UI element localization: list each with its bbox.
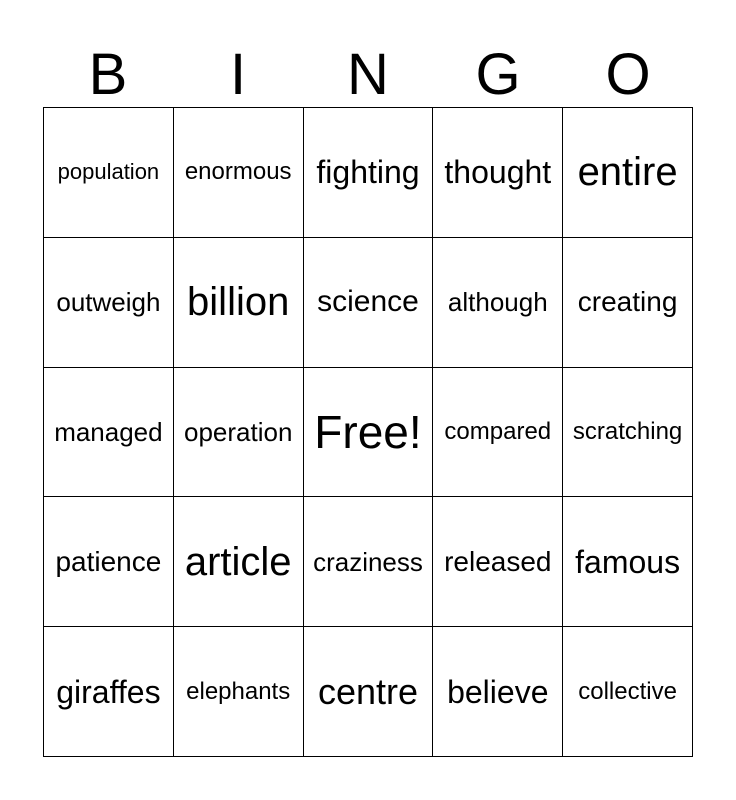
bingo-cell[interactable]: although	[433, 238, 563, 368]
bingo-cell[interactable]: population	[44, 108, 174, 238]
bingo-cell[interactable]: enormous	[174, 108, 304, 238]
bingo-cell[interactable]: article	[174, 497, 304, 627]
bingo-cell[interactable]: patience	[44, 497, 174, 627]
bingo-cell[interactable]: elephants	[174, 627, 304, 757]
bingo-card-grid	[43, 107, 693, 757]
bingo-free-cell[interactable]: Free!	[304, 368, 434, 498]
bingo-cell[interactable]: scratching	[563, 368, 693, 498]
bingo-cell[interactable]: operation	[174, 368, 304, 498]
bingo-cell[interactable]: centre	[304, 627, 434, 757]
bingo-cell[interactable]: famous	[563, 497, 693, 627]
bingo-header	[43, 42, 693, 108]
bingo-cell[interactable]: giraffes	[44, 627, 174, 757]
bingo-cell[interactable]: managed	[44, 368, 174, 498]
bingo-cell[interactable]: released	[433, 497, 563, 627]
bingo-cell[interactable]: thought	[433, 108, 563, 238]
header-letter-g: G	[475, 42, 521, 107]
bingo-cell[interactable]: entire	[563, 108, 693, 238]
bingo-cell[interactable]: creating	[563, 238, 693, 368]
header-letter-b: B	[88, 42, 128, 107]
bingo-cell[interactable]: believe	[433, 627, 563, 757]
bingo-cell[interactable]: outweigh	[44, 238, 174, 368]
bingo-cell[interactable]: craziness	[304, 497, 434, 627]
header-letter-i: I	[229, 42, 247, 107]
bingo-cell[interactable]: fighting	[304, 108, 434, 238]
header-letter-n: N	[347, 42, 389, 107]
bingo-cell[interactable]: compared	[433, 368, 563, 498]
bingo-cell[interactable]: science	[304, 238, 434, 368]
bingo-cell[interactable]: collective	[563, 627, 693, 757]
header-letter-o: O	[605, 42, 651, 107]
bingo-cell[interactable]: billion	[174, 238, 304, 368]
